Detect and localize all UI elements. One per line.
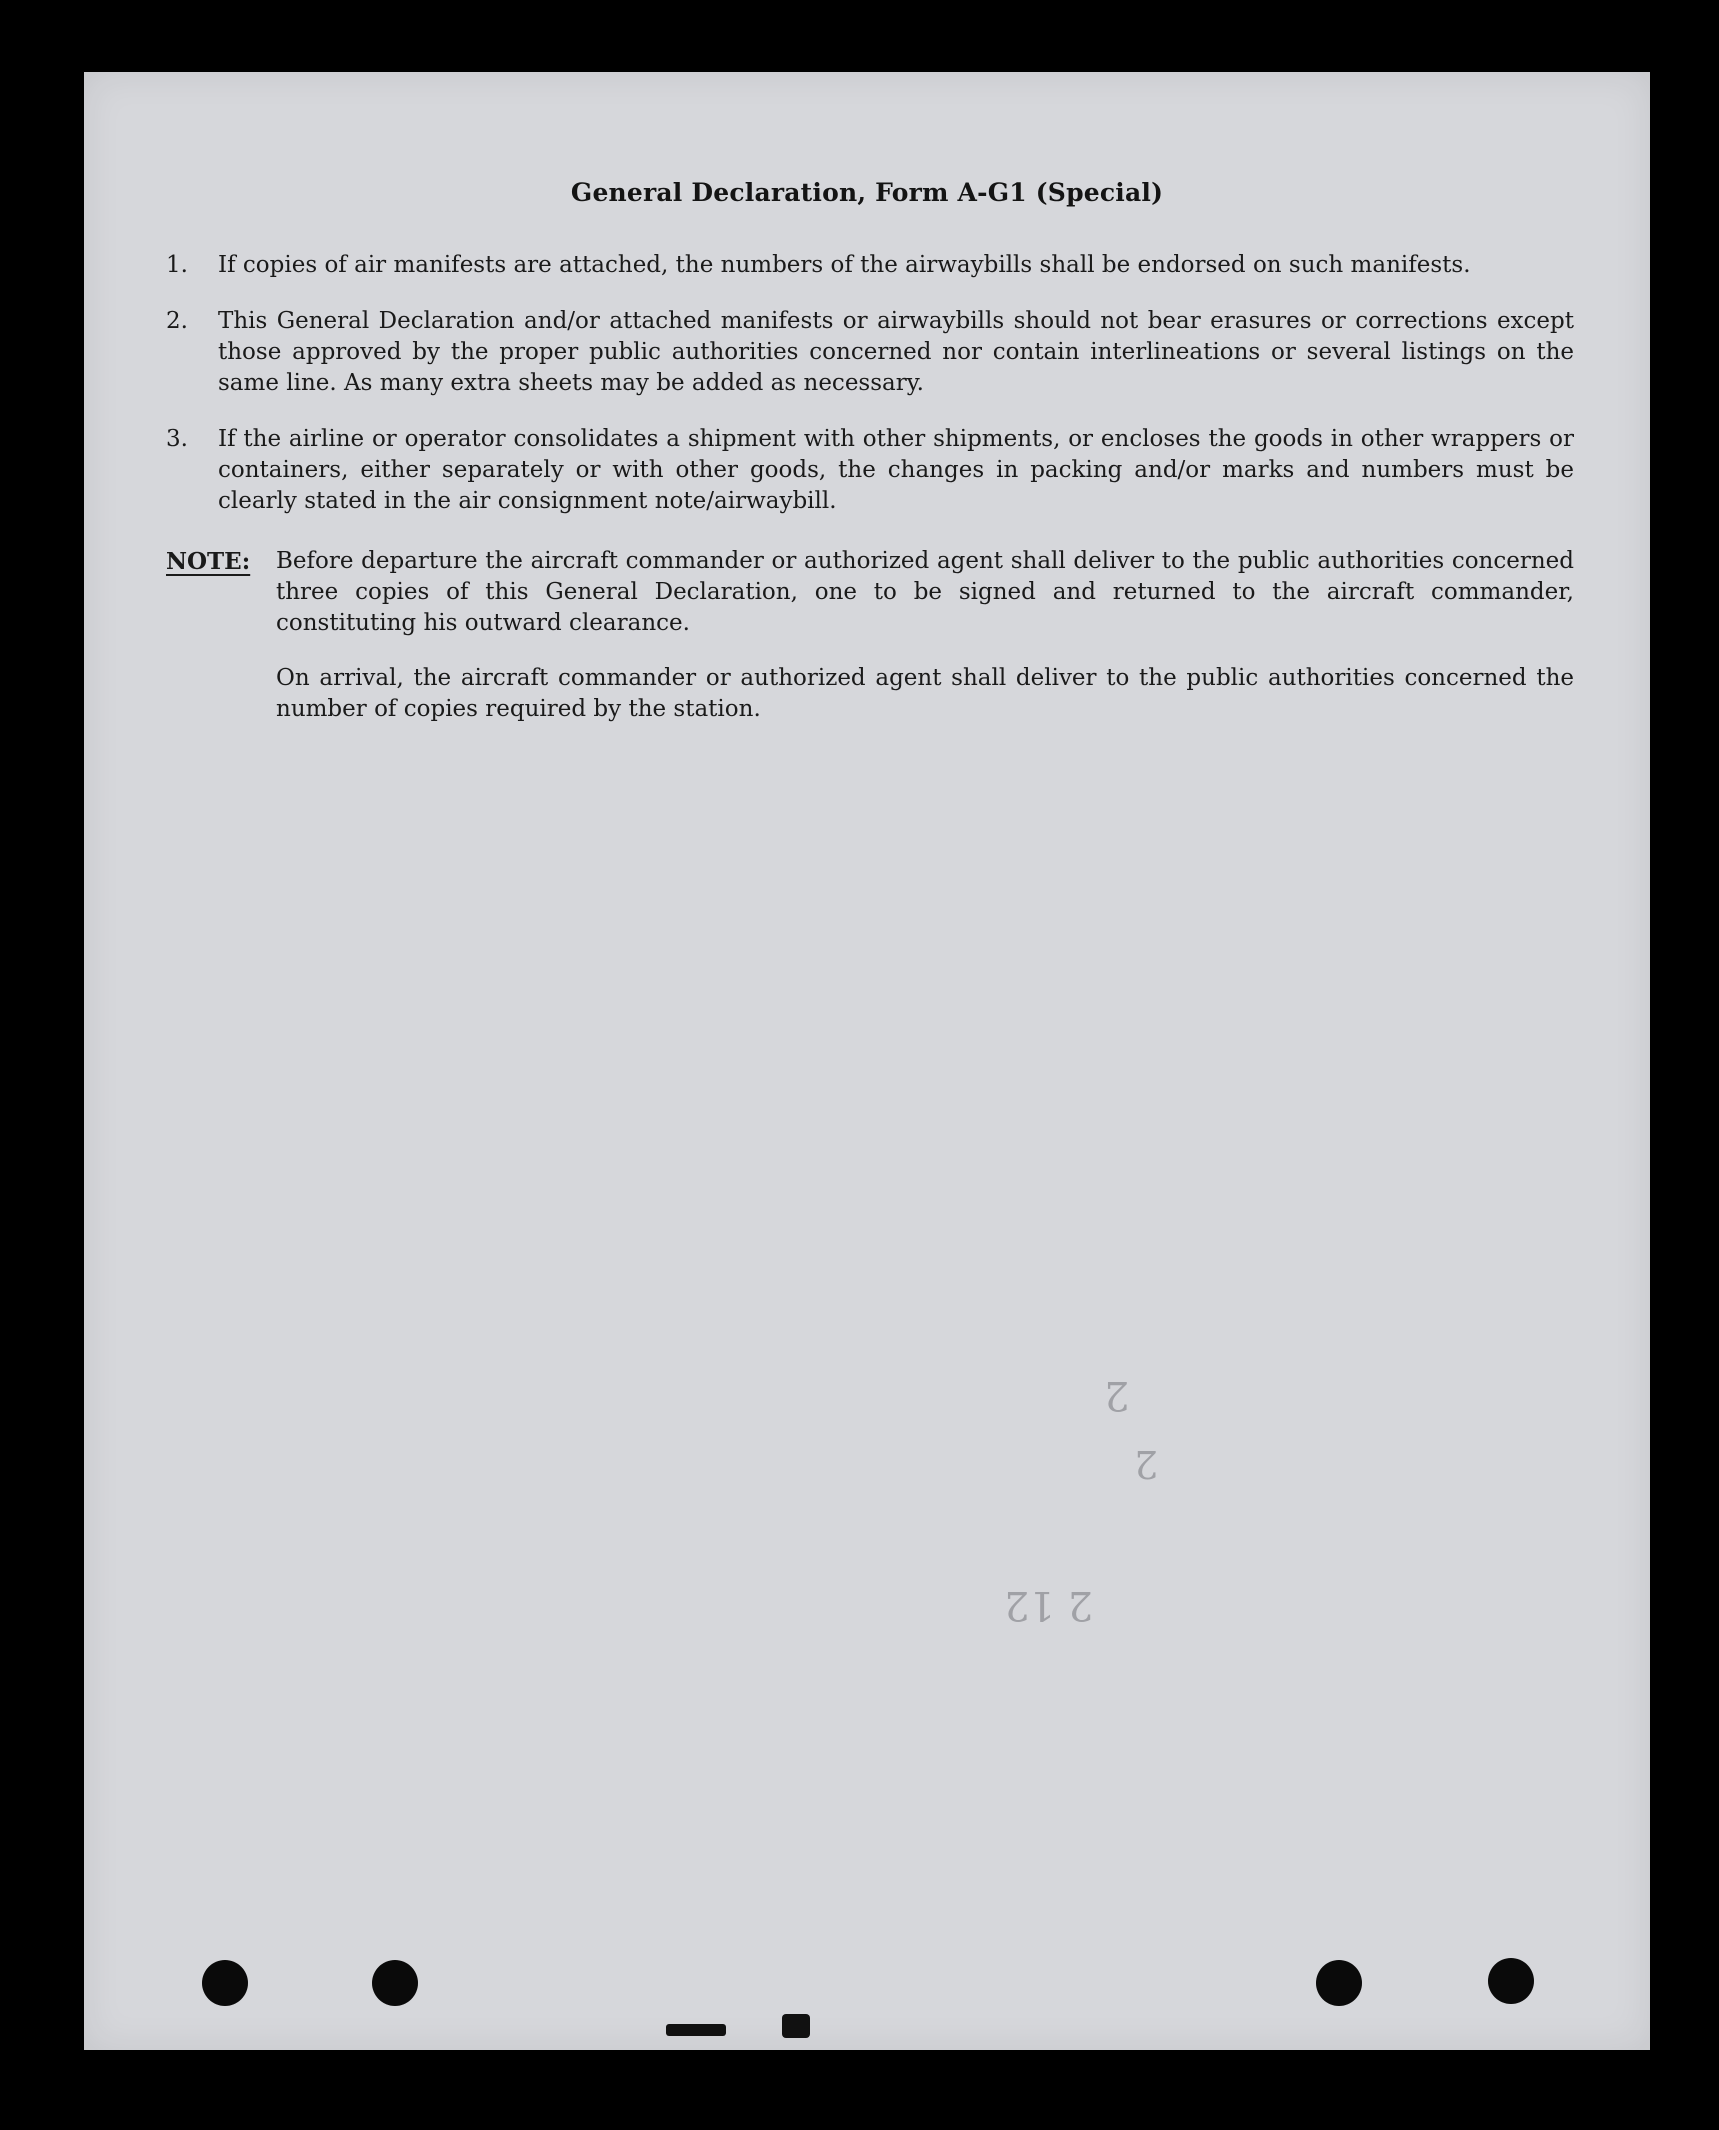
handwritten-mark: 2 12 <box>1004 1582 1094 1628</box>
handwritten-mark: 2 <box>1134 1442 1159 1486</box>
document-title: General Declaration, Form A-G1 (Special) <box>570 178 1164 207</box>
paper-damage <box>666 2024 726 2036</box>
punch-hole <box>372 1960 418 2006</box>
instruction-item-3 <box>166 424 1574 517</box>
item-text: This General Declaration and/or attached manifests or airwaybills should not bear erasures or corrections except those approved by the proper public authorities concerned nor contain interlineations or several listings on the same line. As many extra sheets may be added as necessary. <box>218 308 1574 396</box>
punch-hole <box>1488 1958 1534 2004</box>
item-text: If copies of air manifests are attached, the numbers of the airwaybills shall be endorsed on such manifests. <box>218 252 1471 278</box>
note-label: NOTE: <box>166 548 251 575</box>
item-number: 2. <box>166 308 188 334</box>
handwritten-mark: 2 <box>1104 1372 1130 1418</box>
note-paragraph-arrival: On arrival, the aircraft commander or authorized agent shall deliver to the public authorities concerned the number of copies required by the station. <box>276 665 1574 722</box>
punch-hole <box>1316 1960 1362 2006</box>
document-sheet <box>84 72 1650 2050</box>
note-paragraph-departure: Before departure the aircraft commander or authorized agent shall deliver to the public authorities concerned three copies of this General Declaration, one to be signed and returned to the aircraft commander, constituting his outward clearance. <box>276 548 1574 636</box>
instruction-item-1 <box>166 250 1574 281</box>
item-number: 3. <box>166 426 188 452</box>
paper-damage <box>782 2014 810 2038</box>
note-section <box>166 546 1574 725</box>
item-text: If the airline or operator consolidates a shipment with other shipments, or encloses the goods in other wrappers or containers, either separately or with other goods, the changes in packing and/or marks and numbers must be clearly stated in the air consignment note/airwaybill. <box>218 426 1574 514</box>
punch-hole <box>202 1960 248 2006</box>
item-number: 1. <box>166 252 188 278</box>
instruction-item-2 <box>166 306 1574 399</box>
